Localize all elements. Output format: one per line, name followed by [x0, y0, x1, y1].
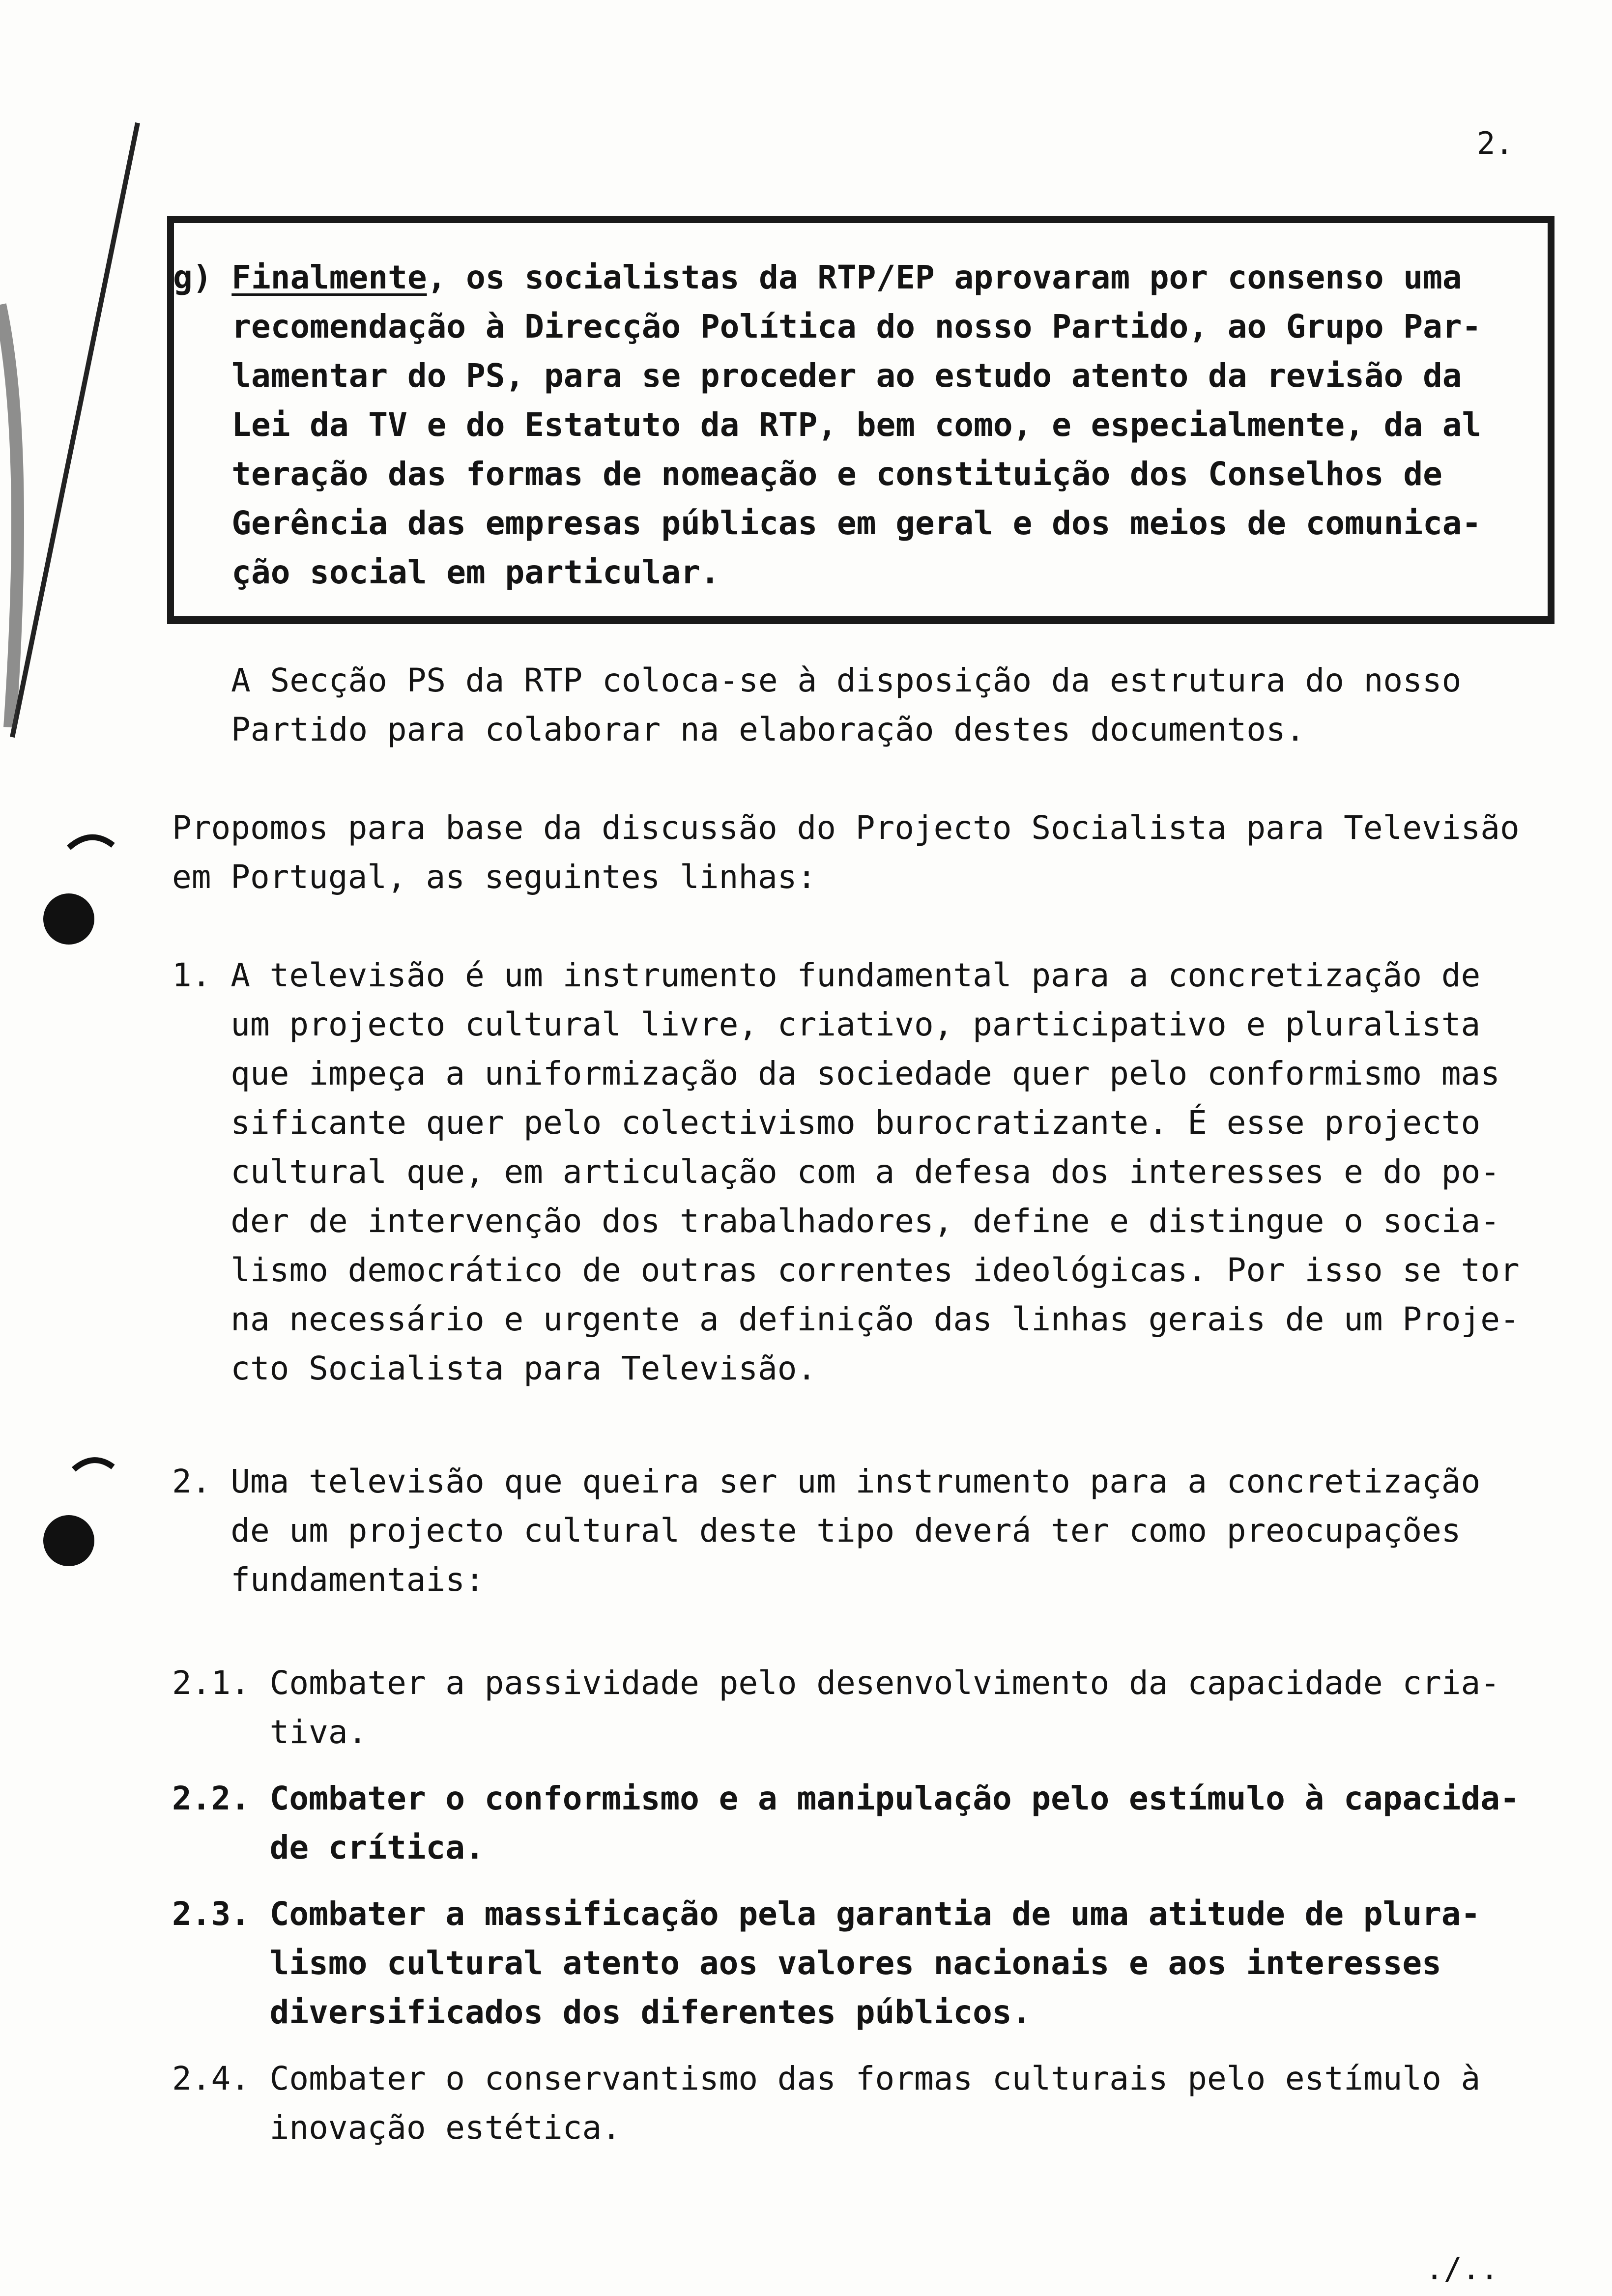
point-2-paragraph [172, 1457, 1480, 1605]
text-line: diversificados dos diferentes públicos. [172, 1993, 1032, 2031]
text-line: Lei da TV e do Estatuto da RTP, bem como, e especialmente, da al [231, 406, 1482, 444]
text-line: 2. Uma televisão que queira ser um instrumento para a concretização [172, 1463, 1481, 1500]
point-2-3 [172, 1890, 1480, 2037]
text-line: lismo democrático de outras correntes ideológicas. Por isso se tor [172, 1251, 1520, 1289]
text-line: lamentar do PS, para se proceder ao estudo atento da revisão da [231, 357, 1462, 395]
text-line: 2.4. Combater o conservantismo das formas culturais pelo estímulo à [172, 2060, 1481, 2097]
point-2-4 [172, 2054, 1480, 2152]
recommendation-text [173, 253, 1481, 597]
intro-paragraph [172, 804, 1520, 902]
text-line: que impeça a uniformização da sociedade quer pelo conformismo mas [172, 1055, 1500, 1092]
scan-edge-line [12, 123, 138, 737]
text-line: um projecto cultural livre, criativo, participativo e pluralista [172, 1005, 1481, 1043]
text-line: Propomos para base da discussão do Projecto Socialista para Televisão [172, 809, 1520, 847]
item-label: g) [173, 258, 212, 296]
text-line: , os socialistas da RTP/EP aprovaram por consenso uma [427, 258, 1462, 296]
punch-hole [43, 1515, 94, 1566]
text-line: teração das formas de nomeação e constituição dos Conselhos de [231, 455, 1442, 493]
text-line: de um projecto cultural deste tipo deverá ter como preocupações [172, 1512, 1461, 1550]
continuation-mark: ./.. [1425, 2251, 1499, 2287]
text-line: der de intervenção dos trabalhadores, define e distingue o socia- [172, 1202, 1500, 1240]
text-line: 1. A televisão é um instrumento fundamental para a concretização de [172, 956, 1481, 994]
text-line: Partido para colaborar na elaboração destes documentos. [231, 711, 1305, 748]
text-line: recomendação à Direcção Política do nosso Partido, ao Grupo Par- [231, 308, 1482, 345]
text-line: ção social em particular. [231, 553, 720, 591]
text-line: A Secção PS da RTP coloca-se à disposição da estrutura do nosso [231, 661, 1462, 699]
keyword-finalmente: Finalmente [231, 258, 427, 296]
text-line: em Portugal, as seguintes linhas: [172, 858, 817, 896]
point-1-paragraph [172, 951, 1520, 1393]
section-offer-paragraph [231, 656, 1461, 754]
point-2-1 [172, 1659, 1500, 1757]
text-line: lismo cultural atento aos valores nacionais e aos interesses [172, 1944, 1441, 1982]
punch-hole [43, 893, 94, 945]
scan-edge-shadow [0, 305, 18, 727]
text-line: 2.3. Combater a massificação pela garantia de uma atitude de plura- [172, 1895, 1481, 1933]
punch-hole-arc [74, 1460, 113, 1469]
text-line: cto Socialista para Televisão. [172, 1349, 817, 1387]
text-line: 2.2. Combater o conformismo e a manipulação pelo estímulo à capacida- [172, 1779, 1520, 1817]
text-line: fundamentais: [172, 1561, 485, 1599]
text-line: inovação estética. [172, 2109, 621, 2147]
text-line: sificante quer pelo colectivismo burocratizante. É esse projecto [172, 1104, 1481, 1142]
page-number: 2. [1477, 125, 1514, 161]
text-line: tiva. [172, 1713, 368, 1751]
text-line: na necessário e urgente a definição das linhas gerais de um Proje- [172, 1300, 1520, 1338]
text-line: Gerência das empresas públicas em geral e dos meios de comunica- [231, 504, 1482, 542]
punch-hole-arc [69, 837, 113, 848]
text-line: de crítica. [172, 1829, 485, 1866]
text-line: 2.1. Combater a passividade pelo desenvolvimento da capacidade cria- [172, 1664, 1500, 1702]
point-2-2 [172, 1774, 1520, 1872]
text-line: cultural que, em articulação com a defesa dos interesses e do po- [172, 1153, 1500, 1191]
